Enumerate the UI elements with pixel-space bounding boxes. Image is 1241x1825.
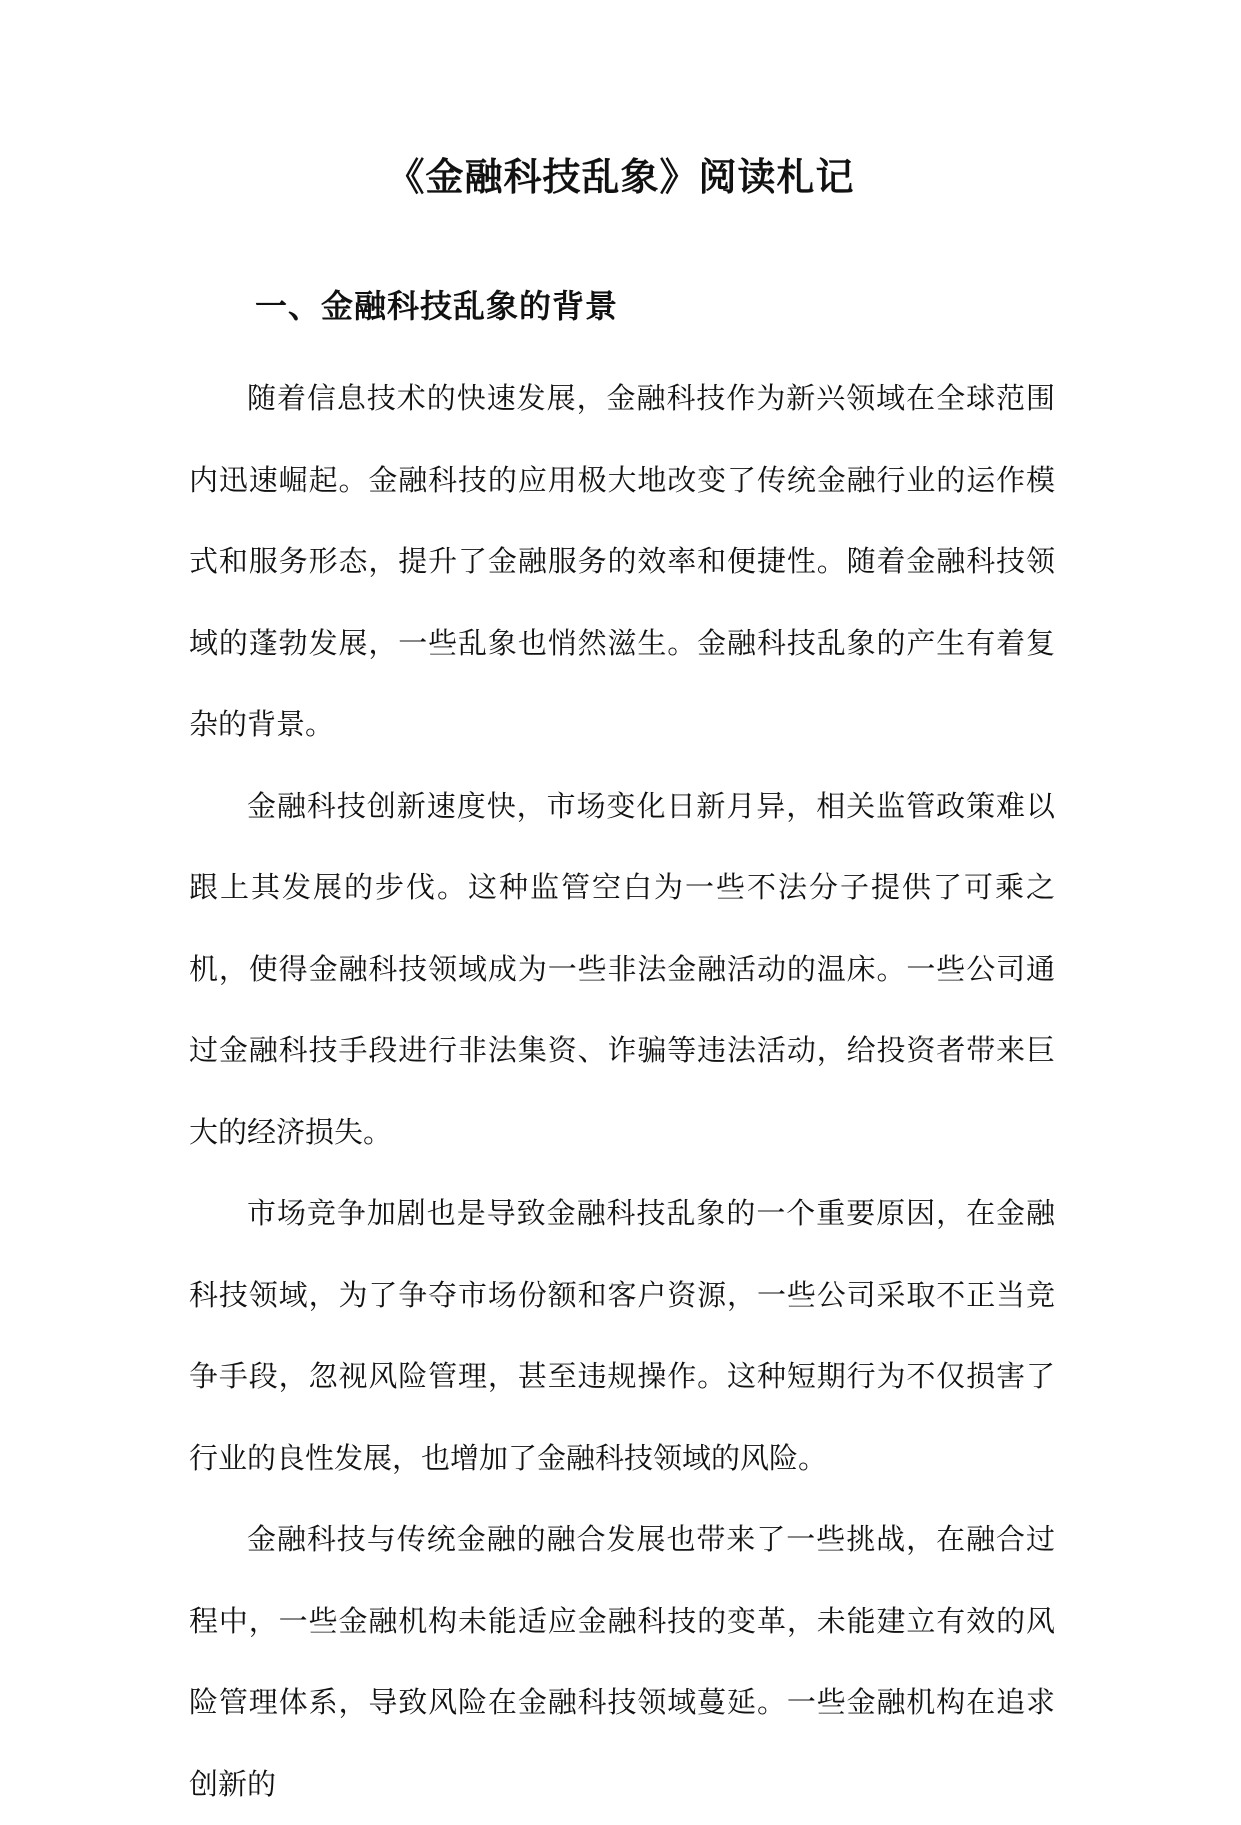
paragraph: 金融科技与传统金融的融合发展也带来了一些挑战，在融合过程中，一些金融机构未能适应金融科技的变革，未能建立有效的风险管理体系，导致风险在金融科技领域蔓延。一些金融机构在追求创新的	[189, 1522, 1055, 1801]
paragraph: 市场竞争加剧也是导致金融科技乱象的一个重要原因，在金融科技领域，为了争夺市场份额和客户资源，一些公司采取不正当竞争手段，忽视风险管理，甚至违规操作。这种短期行为不仅损害了行业的良性发展，也增加了金融科技领域的风险。	[189, 1196, 1055, 1475]
document-title: 《金融科技乱象》阅读札记	[386, 154, 855, 199]
paragraph: 金融科技创新速度快，市场变化日新月异，相关监管政策难以跟上其发展的步伐。这种监管空白为一些不法分子提供了可乘之机，使得金融科技领域成为一些非法金融活动的温床。一些公司通过金融科技手段进行非法集资、诈骗等违法活动，给投资者带来巨大的经济损失。	[189, 788, 1055, 1149]
paragraph: 随着信息技术的快速发展，金融科技作为新兴领域在全球范围内迅速崛起。金融科技的应用极大地改变了传统金融行业的运作模式和服务形态，提升了金融服务的效率和便捷性。随着金融科技领域的蓬勃发展，一些乱象也悄然滋生。金融科技乱象的产生有着复杂的背景。	[189, 381, 1055, 741]
section-heading: 一、金融科技乱象的背景	[255, 287, 619, 325]
document-body	[189, 358, 1055, 1825]
